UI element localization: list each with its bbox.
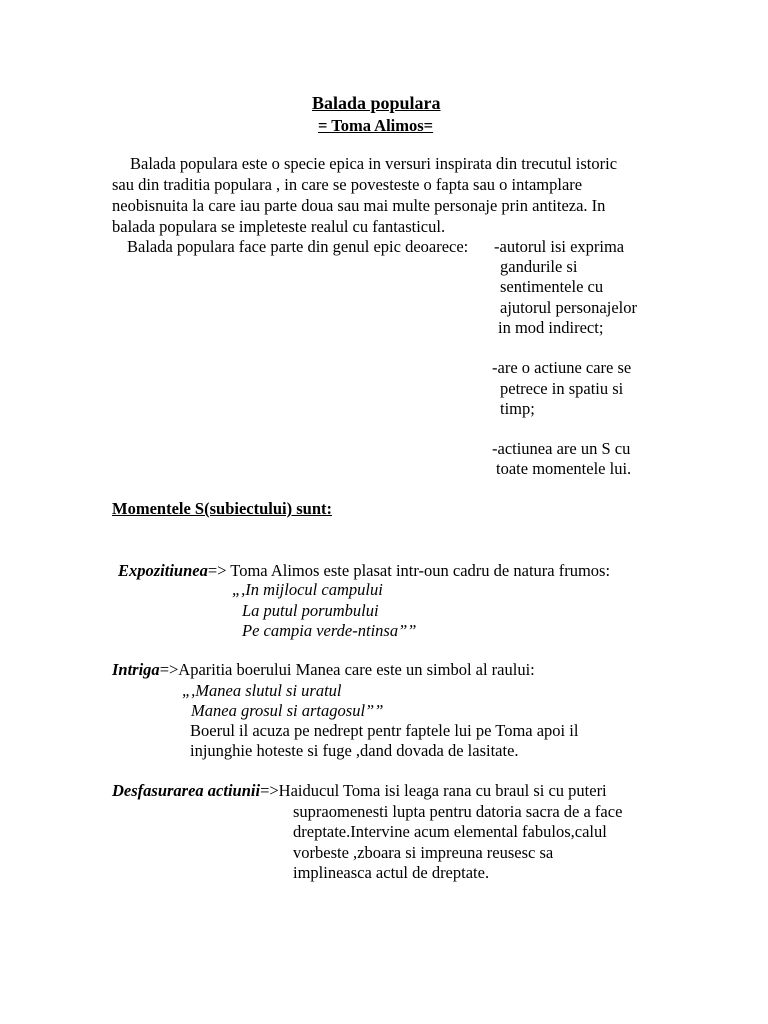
intro-line: balada populara se impleteste realul cu fantasticul. <box>112 217 446 236</box>
verse-line: „,Manea slutul si uratul <box>182 681 342 700</box>
reason-line: timp; <box>500 399 535 418</box>
reason-line: toate momentele lui. <box>496 459 632 478</box>
verse-line: Manea grosul si artagosul”” <box>191 701 384 720</box>
intro-line: neobisnuita la care iau parte doua sau mai multe personaje prin antiteza. In <box>112 196 606 215</box>
text-line: dreptate.Intervine acum elemental fabulos,calul <box>293 822 607 841</box>
reason-line: -autorul isi exprima <box>494 237 625 256</box>
verse-line: „,In mijlocul campului <box>232 580 383 599</box>
section-text: => Toma Alimos este plasat intr-oun cadru de natura frumos: <box>207 561 611 580</box>
text-line: implineasca actul de dreptate. <box>293 863 490 882</box>
section-label: Desfasurarea actiunii <box>112 781 261 800</box>
reason-line: sentimentele cu <box>500 277 604 296</box>
intro-line: Balada populara este o specie epica in versuri inspirata din trecutul istoric <box>130 154 618 173</box>
reason-line: ajutorul personajelor <box>500 298 637 317</box>
epic-genre-line: Balada populara face parte din genul epic deoarece: <box>127 237 469 256</box>
text-line: injunghie hoteste si fuge ,dand dovada de lasitate. <box>190 741 519 760</box>
reason-line: in mod indirect; <box>498 318 604 337</box>
section-line <box>112 660 535 680</box>
reason-line: -actiunea are un S cu <box>492 439 631 458</box>
document-title: Balada populara <box>312 93 441 113</box>
section-line <box>118 561 610 581</box>
section-label: Expozitiunea <box>118 561 208 580</box>
intro-line: sau din traditia populara , in care se povesteste o fapta sau o intamplare <box>112 175 583 194</box>
text-line: Boerul il acuza pe nedrept pentr faptele lui pe Toma apoi il <box>190 721 579 740</box>
reason-line: -are o actiune care se <box>492 358 632 377</box>
section-text: =>Aparitia boerului Manea care este un simbol al raului: <box>159 660 535 679</box>
verse-line: Pe campia verde-ntinsa”” <box>242 621 417 640</box>
text-line: supraomenesti lupta pentru datoria sacra de a face <box>293 802 623 821</box>
reason-line: petrece in spatiu si <box>500 379 624 398</box>
section-text: =>Haiducul Toma isi leaga rana cu braul si cu puteri <box>260 781 607 800</box>
reason-line: gandurile si <box>500 257 578 276</box>
verse-line: La putul porumbului <box>242 601 379 620</box>
section-label: Intriga <box>112 660 160 679</box>
moments-heading: Momentele S(subiectului) sunt: <box>112 499 332 518</box>
text-line: vorbeste ,zboara si impreuna reusesc sa <box>293 843 554 862</box>
document-subtitle: = Toma Alimos= <box>318 116 434 135</box>
section-line <box>112 781 607 801</box>
